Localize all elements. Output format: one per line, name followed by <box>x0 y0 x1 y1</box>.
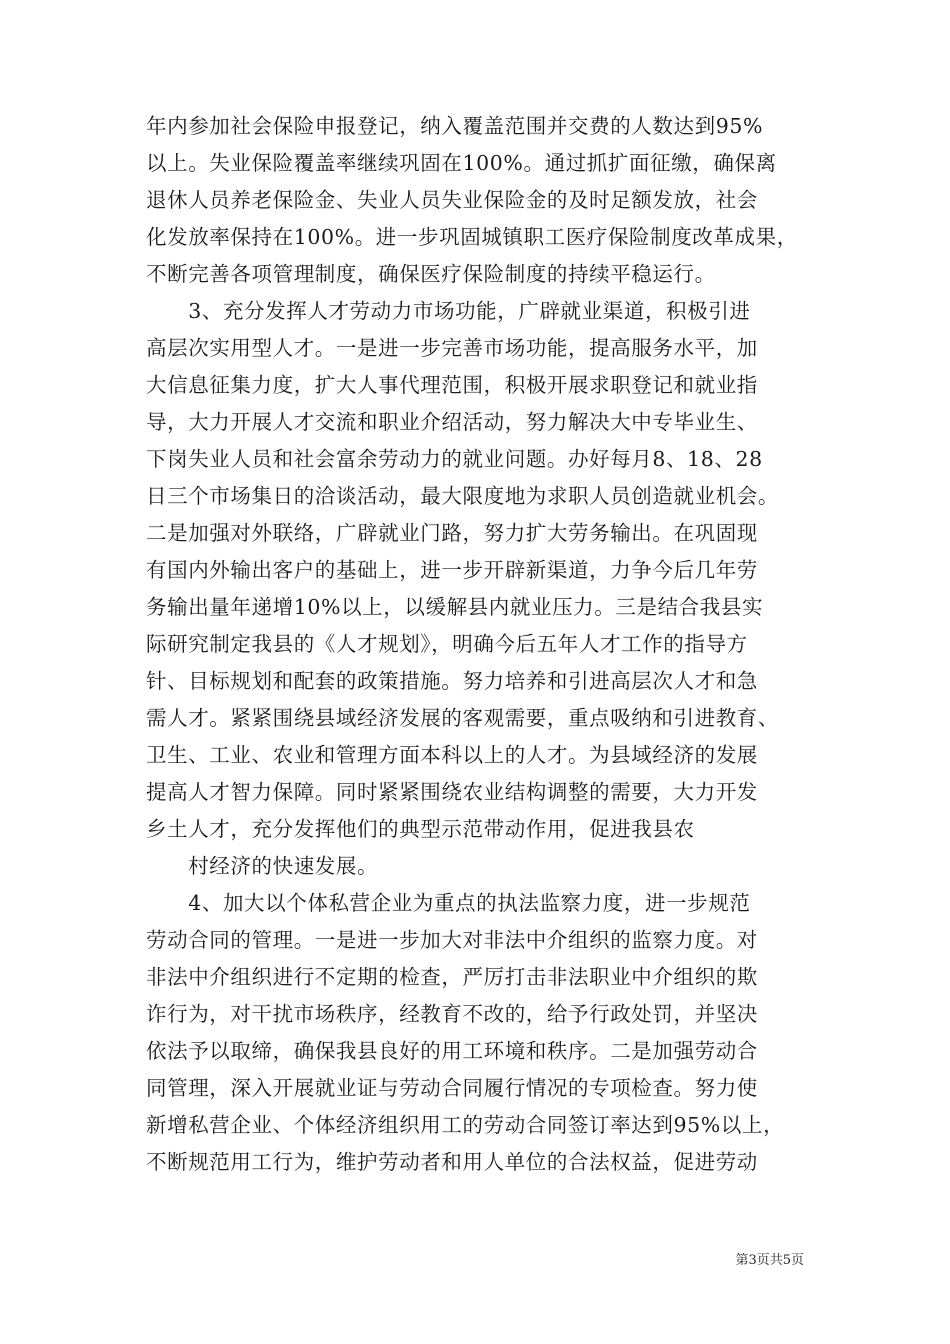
text-line-29: 不断规范用工行为，维护劳动者和用人单位的合法权益，促进劳动 <box>146 1150 758 1174</box>
text-line-6: 3、充分发挥人才劳动力市场功能，广辟就业渠道，积极引进 <box>146 299 751 323</box>
text-line-21: 村经济的快速发展。 <box>146 854 379 878</box>
text-line-11: 日三个市场集日的洽谈活动，最大限度地为求职人员创造就业机会。 <box>146 484 779 508</box>
text-line-5: 不断完善各项管理制度，确保医疗保险制度的持续平稳运行。 <box>146 262 716 286</box>
text-line-14: 务输出量年递增10%以上，以缓解县内就业压力。三是结合我县实 <box>146 595 764 619</box>
body-text <box>146 108 826 1181</box>
text-line-27: 同管理，深入开展就业证与劳动合同履行情况的专项检查。努力使 <box>146 1076 758 1100</box>
text-line-20: 乡土人才，充分发挥他们的典型示范带动作用，促进我县农 <box>146 817 695 841</box>
text-line-19: 提高人才智力保障。同时紧紧围绕农业结构调整的需要，大力开发 <box>146 780 758 804</box>
text-line-12: 二是加强对外联络，广辟就业门路，努力扩大劳务输出。在巩固现 <box>146 521 758 545</box>
text-line-8: 大信息征集力度，扩大人事代理范围，积极开展求职登记和就业指 <box>146 373 758 397</box>
text-line-13: 有国内外输出客户的基础上，进一步开辟新渠道，力争今后几年劳 <box>146 558 758 582</box>
text-line-18: 卫生、工业、农业和管理方面本科以上的人才。为县域经济的发展 <box>146 743 758 767</box>
text-line-4: 化发放率保持在100%。进一步巩固城镇职工医疗保险制度改革成果， <box>146 225 798 249</box>
text-line-22: 4、加大以个体私营企业为重点的执法监察力度，进一步规范 <box>146 891 751 915</box>
text-line-28: 新增私营企业、个体经济组织用工的劳动合同签订率达到95%以上， <box>146 1113 785 1137</box>
text-line-7: 高层次实用型人才。一是进一步完善市场功能，提高服务水平，加 <box>146 336 758 360</box>
text-line-9: 导，大力开展人才交流和职业介绍活动，努力解决大中专毕业生、 <box>146 410 758 434</box>
text-line-24: 非法中介组织进行不定期的检查，严厉打击非法职业中介组织的欺 <box>146 965 758 989</box>
text-line-26: 依法予以取缔，确保我县良好的用工环境和秩序。二是加强劳动合 <box>146 1039 758 1063</box>
text-line-10: 下岗失业人员和社会富余劳动力的就业问题。办好每月8、18、28 <box>146 447 763 471</box>
text-line-16: 针、目标规划和配套的政策措施。努力培养和引进高层次人才和急 <box>146 669 758 693</box>
text-line-17: 需人才。紧紧围绕县域经济发展的客观需要，重点吸纳和引进教育、 <box>146 706 779 730</box>
text-line-1: 年内参加社会保险申报登记，纳入覆盖范围并交费的人数达到95% <box>146 114 764 138</box>
text-line-15: 际研究制定我县的《人才规划》，明确今后五年人才工作的指导方 <box>146 632 748 656</box>
page-number-footer: 第3页共5页 <box>735 1253 804 1268</box>
text-line-2: 以上。失业保险覆盖率继续巩固在100%。通过抓扩面征缴，确保离 <box>146 151 777 175</box>
text-line-23: 劳动合同的管理。一是进一步加大对非法中介组织的监察力度。对 <box>146 928 758 952</box>
text-line-25: 诈行为，对干扰市场秩序，经教育不改的，给予行政处罚，并坚决 <box>146 1002 758 1026</box>
text-line-3: 退休人员养老保险金、失业人员失业保险金的及时足额发放，社会 <box>146 188 758 212</box>
